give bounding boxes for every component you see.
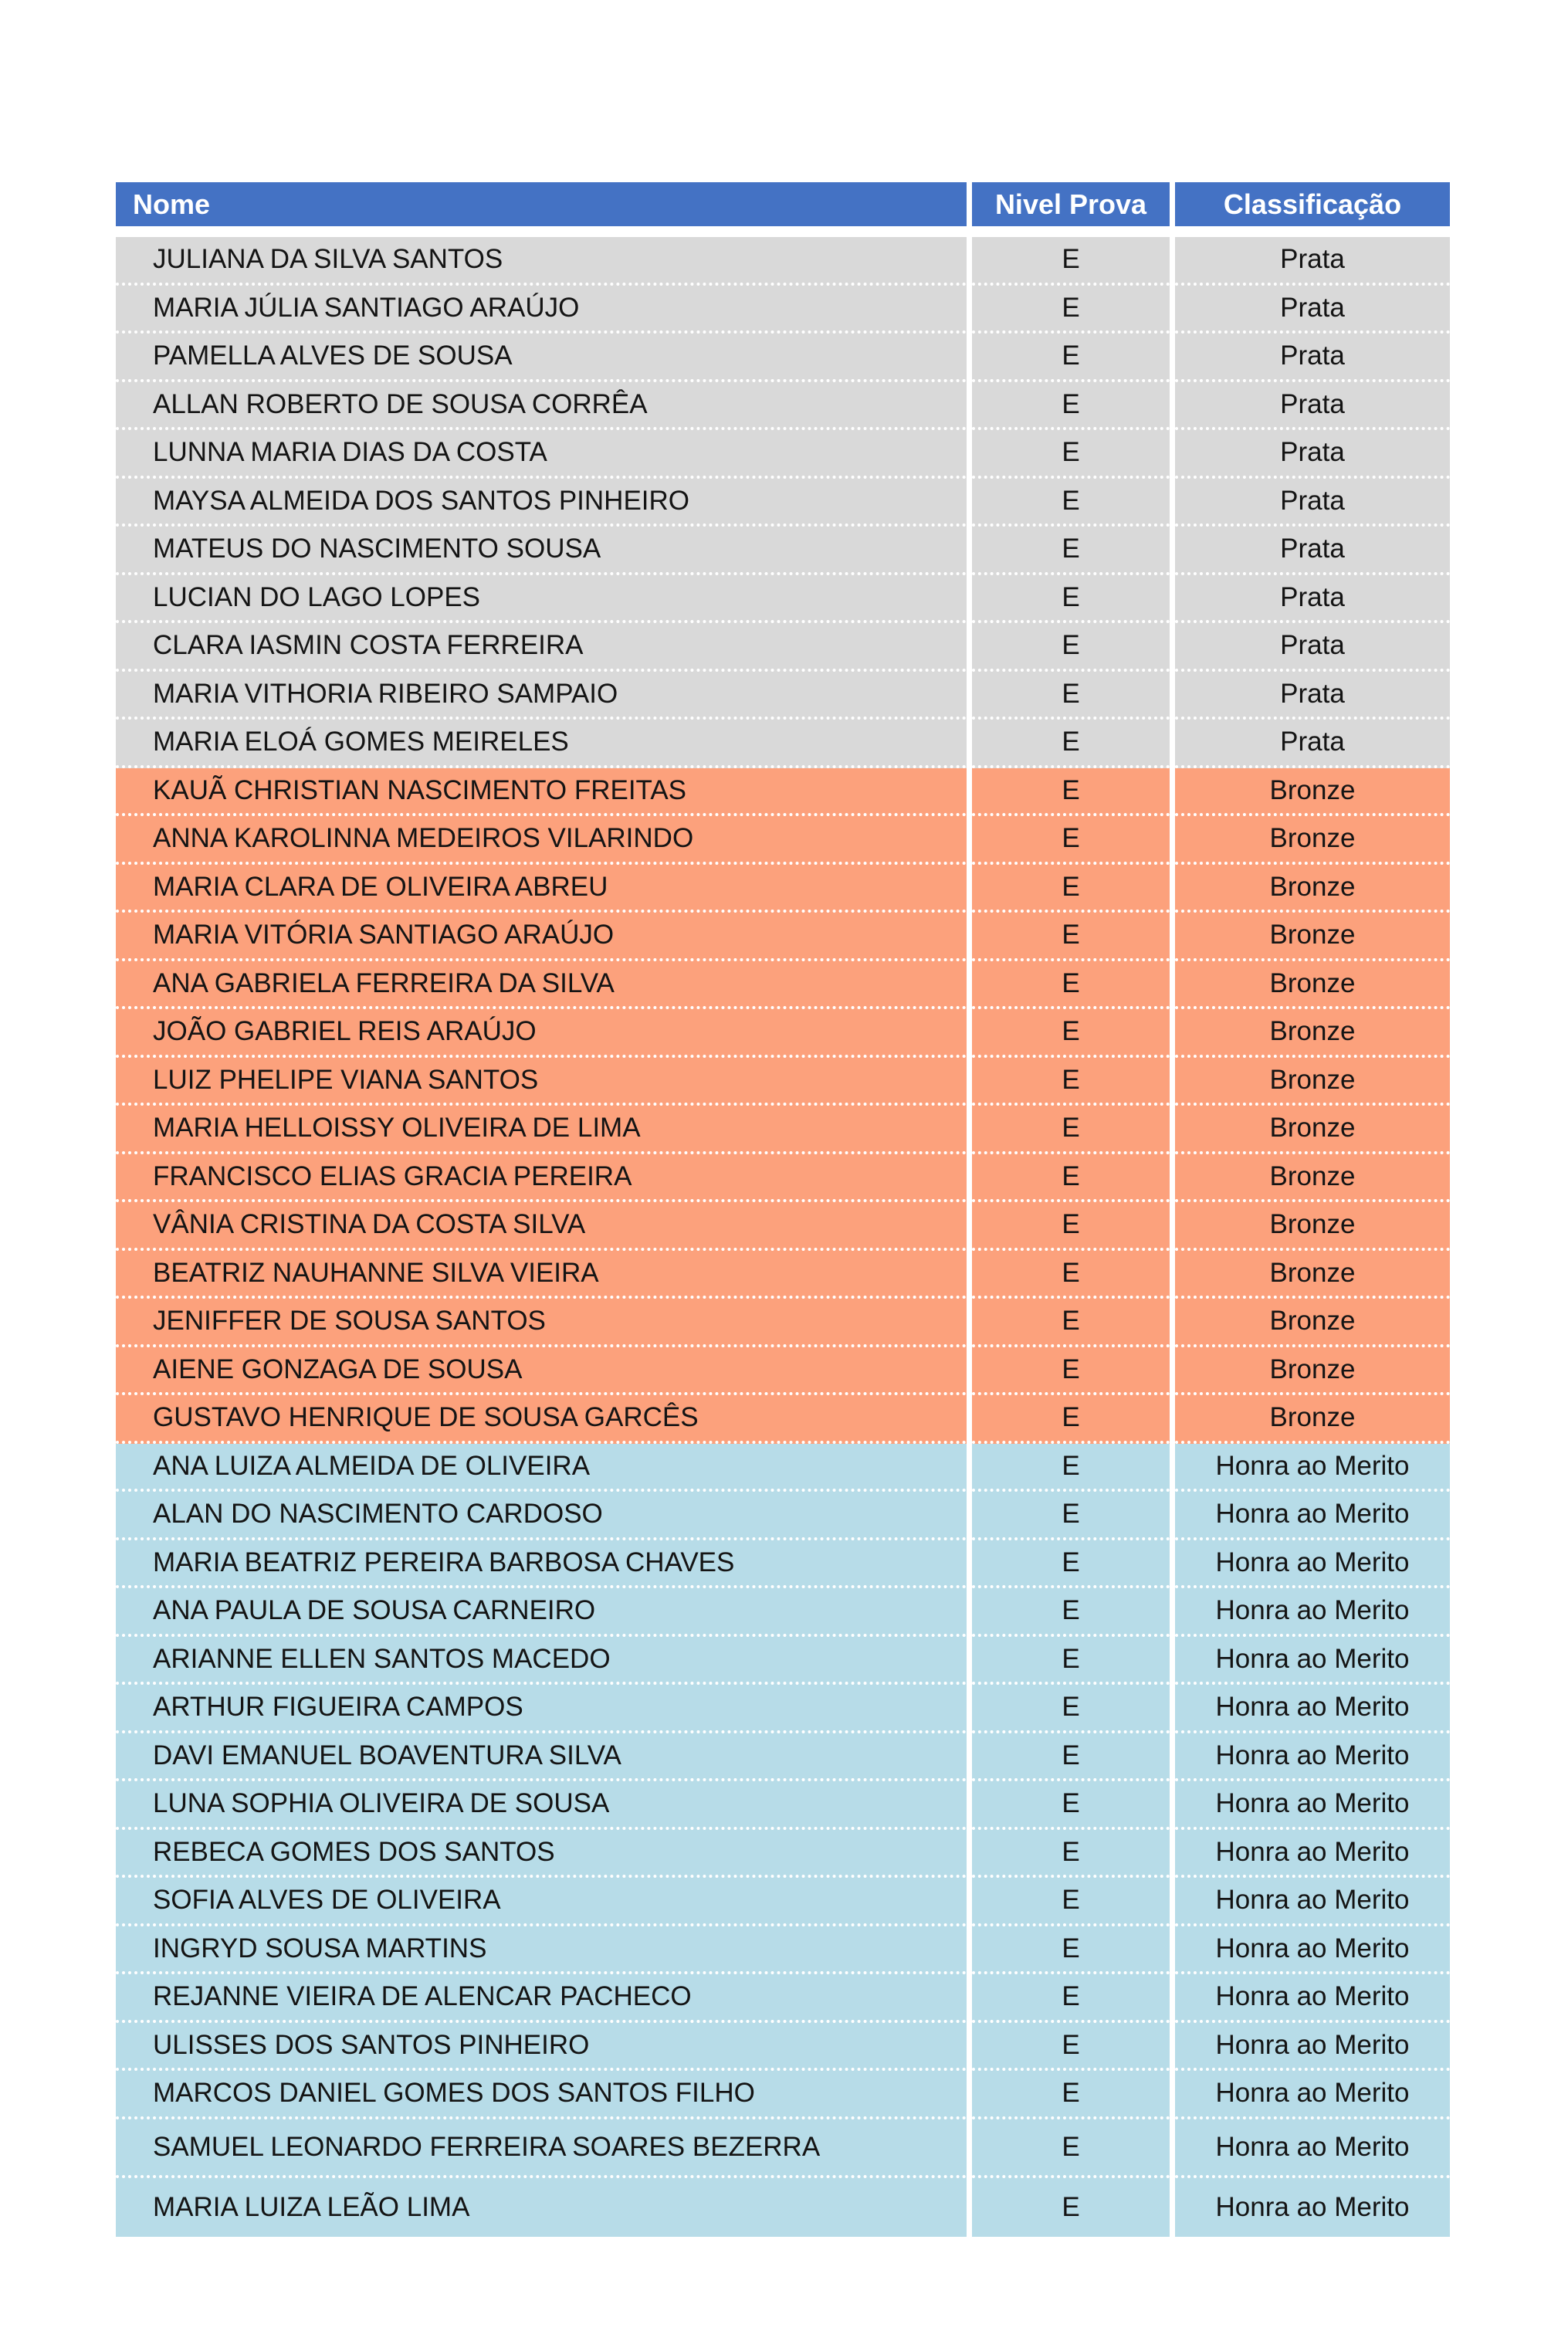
table-row [116, 1009, 1450, 1058]
cell-nivel-prova: E [972, 237, 1170, 286]
cell-nivel-prova: E [972, 1202, 1170, 1251]
cell-nivel-prova: E [972, 1540, 1170, 1589]
cell-nivel-prova: E [972, 672, 1170, 720]
cell-nome: MARIA JÚLIA SANTIAGO ARAÚJO [116, 286, 967, 334]
cell-nivel-prova: E [972, 1251, 1170, 1299]
cell-nivel-prova: E [972, 1926, 1170, 1975]
cell-nome: MARIA VITÓRIA SANTIAGO ARAÚJO [116, 913, 967, 961]
table-row [116, 1058, 1450, 1106]
cell-nome: DAVI EMANUEL BOAVENTURA SILVA [116, 1733, 967, 1782]
cell-classificacao: Bronze [1175, 1299, 1450, 1347]
cell-nome: FRANCISCO ELIAS GRACIA PEREIRA [116, 1154, 967, 1203]
cell-classificacao: Honra ao Merito [1175, 1637, 1450, 1686]
results-table [116, 182, 1450, 2237]
table-row [116, 1878, 1450, 1926]
table-row [116, 527, 1450, 575]
cell-classificacao: Prata [1175, 720, 1450, 768]
cell-nome: LUCIAN DO LAGO LOPES [116, 575, 967, 624]
cell-nome: ANA PAULA DE SOUSA CARNEIRO [116, 1588, 967, 1637]
cell-classificacao: Honra ao Merito [1175, 1878, 1450, 1926]
cell-classificacao: Honra ao Merito [1175, 1733, 1450, 1782]
cell-classificacao: Honra ao Merito [1175, 1830, 1450, 1879]
cell-classificacao: Prata [1175, 623, 1450, 672]
cell-nome: BEATRIZ NAUHANNE SILVA VIEIRA [116, 1251, 967, 1299]
cell-nivel-prova: E [972, 865, 1170, 913]
cell-classificacao: Honra ao Merito [1175, 1492, 1450, 1540]
cell-nome: MARIA ELOÁ GOMES MEIRELES [116, 720, 967, 768]
table-row [116, 1733, 1450, 1782]
cell-nome: JULIANA DA SILVA SANTOS [116, 237, 967, 286]
header-body-gap [116, 226, 1450, 237]
cell-classificacao: Bronze [1175, 1106, 1450, 1154]
cell-nivel-prova: E [972, 1685, 1170, 1733]
cell-nivel-prova: E [972, 623, 1170, 672]
cell-classificacao: Prata [1175, 575, 1450, 624]
cell-classificacao: Prata [1175, 237, 1450, 286]
table-row [116, 672, 1450, 720]
cell-classificacao: Honra ao Merito [1175, 2071, 1450, 2119]
cell-classificacao: Bronze [1175, 1154, 1450, 1203]
table-row [116, 2119, 1450, 2178]
table-row [116, 961, 1450, 1010]
cell-classificacao: Honra ao Merito [1175, 1540, 1450, 1589]
cell-nivel-prova: E [972, 382, 1170, 431]
cell-nivel-prova: E [972, 1299, 1170, 1347]
cell-nome: PAMELLA ALVES DE SOUSA [116, 334, 967, 382]
cell-nivel-prova: E [972, 1781, 1170, 1830]
cell-nivel-prova: E [972, 1106, 1170, 1154]
cell-nome: SOFIA ALVES DE OLIVEIRA [116, 1878, 967, 1926]
column-header-nome: Nome [116, 182, 967, 226]
cell-classificacao: Honra ao Merito [1175, 1588, 1450, 1637]
table-row [116, 575, 1450, 624]
cell-nome: ULISSES DOS SANTOS PINHEIRO [116, 2023, 967, 2072]
cell-nivel-prova: E [972, 1444, 1170, 1492]
cell-nome: ANA LUIZA ALMEIDA DE OLIVEIRA [116, 1444, 967, 1492]
cell-nivel-prova: E [972, 913, 1170, 961]
cell-nivel-prova: E [972, 286, 1170, 334]
table-row [116, 1444, 1450, 1492]
cell-classificacao: Bronze [1175, 1395, 1450, 1444]
cell-nome: LUNNA MARIA DIAS DA COSTA [116, 430, 967, 479]
cell-nivel-prova: E [972, 1395, 1170, 1444]
table-row [116, 720, 1450, 768]
table-row [116, 2071, 1450, 2119]
table-row [116, 382, 1450, 431]
table-row [116, 430, 1450, 479]
table-row [116, 1588, 1450, 1637]
cell-nivel-prova: E [972, 1492, 1170, 1540]
cell-nome: ANA GABRIELA FERREIRA DA SILVA [116, 961, 967, 1010]
cell-nome: MARCOS DANIEL GOMES DOS SANTOS FILHO [116, 2071, 967, 2119]
column-header-classificacao: Classificação [1175, 182, 1450, 226]
table-row [116, 1685, 1450, 1733]
cell-classificacao: Prata [1175, 527, 1450, 575]
table-row [116, 1395, 1450, 1444]
cell-classificacao: Honra ao Merito [1175, 1974, 1450, 2023]
table-row [116, 1299, 1450, 1347]
cell-nome: SAMUEL LEONARDO FERREIRA SOARES BEZERRA [116, 2119, 967, 2178]
cell-nome: JENIFFER DE SOUSA SANTOS [116, 1299, 967, 1347]
table-row [116, 1637, 1450, 1686]
table-row [116, 1492, 1450, 1540]
cell-classificacao: Bronze [1175, 1202, 1450, 1251]
cell-nivel-prova: E [972, 1347, 1170, 1396]
table-row [116, 913, 1450, 961]
cell-classificacao: Prata [1175, 430, 1450, 479]
table-row [116, 1106, 1450, 1154]
cell-classificacao: Prata [1175, 672, 1450, 720]
cell-nome: ALLAN ROBERTO DE SOUSA CORRÊA [116, 382, 967, 431]
table-row [116, 1347, 1450, 1396]
cell-nome: MARIA VITHORIA RIBEIRO SAMPAIO [116, 672, 967, 720]
cell-nome: MATEUS DO NASCIMENTO SOUSA [116, 527, 967, 575]
table-row [116, 623, 1450, 672]
cell-classificacao: Bronze [1175, 1347, 1450, 1396]
table-row [116, 1926, 1450, 1975]
cell-nome: MAYSA ALMEIDA DOS SANTOS PINHEIRO [116, 479, 967, 527]
table-row [116, 1781, 1450, 1830]
cell-nome: MARIA HELLOISSY OLIVEIRA DE LIMA [116, 1106, 967, 1154]
cell-classificacao: Bronze [1175, 1251, 1450, 1299]
cell-nivel-prova: E [972, 2119, 1170, 2178]
cell-nivel-prova: E [972, 479, 1170, 527]
cell-classificacao: Bronze [1175, 961, 1450, 1010]
table-row [116, 1974, 1450, 2023]
cell-classificacao: Bronze [1175, 865, 1450, 913]
table-row [116, 1251, 1450, 1299]
cell-nivel-prova: E [972, 816, 1170, 865]
cell-nivel-prova: E [972, 1154, 1170, 1203]
cell-classificacao: Bronze [1175, 768, 1450, 817]
cell-nome: CLARA IASMIN COSTA FERREIRA [116, 623, 967, 672]
table-header-row [116, 182, 1450, 226]
cell-classificacao: Honra ao Merito [1175, 2119, 1450, 2178]
cell-classificacao: Prata [1175, 479, 1450, 527]
cell-nome: REJANNE VIEIRA DE ALENCAR PACHECO [116, 1974, 967, 2023]
cell-nivel-prova: E [972, 768, 1170, 817]
cell-nome: GUSTAVO HENRIQUE DE SOUSA GARCÊS [116, 1395, 967, 1444]
table-row [116, 479, 1450, 527]
cell-nivel-prova: E [972, 961, 1170, 1010]
cell-classificacao: Honra ao Merito [1175, 1685, 1450, 1733]
column-header-nivel-prova: Nivel Prova [972, 182, 1170, 226]
table-row [116, 1154, 1450, 1203]
cell-nivel-prova: E [972, 527, 1170, 575]
cell-classificacao: Prata [1175, 286, 1450, 334]
cell-classificacao: Honra ao Merito [1175, 2023, 1450, 2072]
cell-classificacao: Bronze [1175, 1058, 1450, 1106]
cell-nivel-prova: E [972, 430, 1170, 479]
table-body [116, 237, 1450, 2237]
cell-classificacao: Honra ao Merito [1175, 1926, 1450, 1975]
table-row [116, 2178, 1450, 2237]
cell-nivel-prova: E [972, 575, 1170, 624]
cell-nome: MARIA BEATRIZ PEREIRA BARBOSA CHAVES [116, 1540, 967, 1589]
cell-nivel-prova: E [972, 1588, 1170, 1637]
cell-classificacao: Bronze [1175, 1009, 1450, 1058]
table-row [116, 865, 1450, 913]
cell-nome: VÂNIA CRISTINA DA COSTA SILVA [116, 1202, 967, 1251]
cell-nome: MARIA LUIZA LEÃO LIMA [116, 2178, 967, 2237]
table-row [116, 768, 1450, 817]
table-row [116, 2023, 1450, 2072]
cell-nome: JOÃO GABRIEL REIS ARAÚJO [116, 1009, 967, 1058]
cell-nome: AIENE GONZAGA DE SOUSA [116, 1347, 967, 1396]
cell-nivel-prova: E [972, 1733, 1170, 1782]
table-row [116, 1830, 1450, 1879]
cell-nome: ARTHUR FIGUEIRA CAMPOS [116, 1685, 967, 1733]
cell-nome: KAUÃ CHRISTIAN NASCIMENTO FREITAS [116, 768, 967, 817]
cell-nome: ALAN DO NASCIMENTO CARDOSO [116, 1492, 967, 1540]
cell-classificacao: Honra ao Merito [1175, 2178, 1450, 2237]
cell-nome: LUIZ PHELIPE VIANA SANTOS [116, 1058, 967, 1106]
cell-nivel-prova: E [972, 1637, 1170, 1686]
table-row [116, 1540, 1450, 1589]
cell-nivel-prova: E [972, 1974, 1170, 2023]
cell-nome: LUNA SOPHIA OLIVEIRA DE SOUSA [116, 1781, 967, 1830]
cell-nome: ARIANNE ELLEN SANTOS MACEDO [116, 1637, 967, 1686]
cell-classificacao: Honra ao Merito [1175, 1444, 1450, 1492]
cell-nome: INGRYD SOUSA MARTINS [116, 1926, 967, 1975]
cell-nome: REBECA GOMES DOS SANTOS [116, 1830, 967, 1879]
cell-classificacao: Bronze [1175, 816, 1450, 865]
cell-classificacao: Prata [1175, 382, 1450, 431]
table-row [116, 286, 1450, 334]
cell-nivel-prova: E [972, 2023, 1170, 2072]
table-row [116, 334, 1450, 382]
cell-nivel-prova: E [972, 720, 1170, 768]
cell-nome: ANNA KAROLINNA MEDEIROS VILARINDO [116, 816, 967, 865]
cell-nome: MARIA CLARA DE OLIVEIRA ABREU [116, 865, 967, 913]
cell-classificacao: Bronze [1175, 913, 1450, 961]
cell-classificacao: Prata [1175, 334, 1450, 382]
cell-nivel-prova: E [972, 334, 1170, 382]
cell-nivel-prova: E [972, 1830, 1170, 1879]
table-row [116, 816, 1450, 865]
table-row [116, 237, 1450, 286]
cell-nivel-prova: E [972, 1878, 1170, 1926]
cell-nivel-prova: E [972, 1058, 1170, 1106]
cell-nivel-prova: E [972, 2071, 1170, 2119]
cell-nivel-prova: E [972, 2178, 1170, 2237]
table-row [116, 1202, 1450, 1251]
cell-classificacao: Honra ao Merito [1175, 1781, 1450, 1830]
cell-nivel-prova: E [972, 1009, 1170, 1058]
